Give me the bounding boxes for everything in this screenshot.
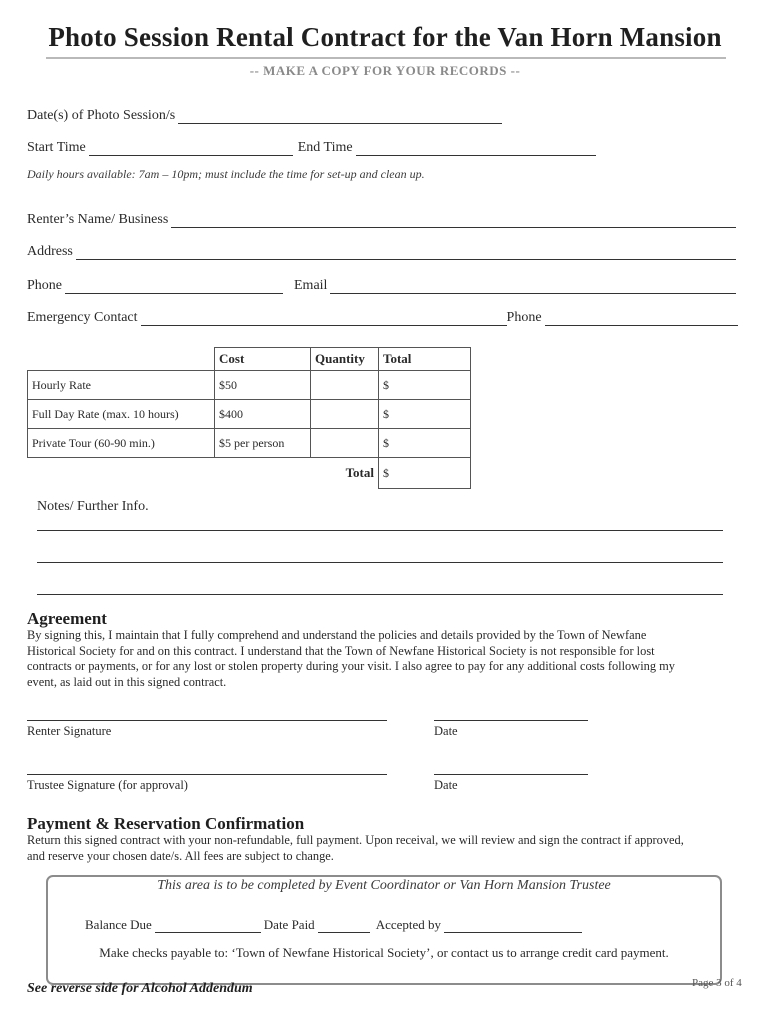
email-field[interactable] (330, 279, 736, 294)
agreement-text (27, 628, 757, 691)
date-paid-label: Date Paid (263, 917, 315, 932)
trustee-date-label: Date (434, 778, 458, 792)
rates-total-row (28, 458, 471, 489)
rate-quantity-cell[interactable] (311, 429, 379, 458)
start-time-label: Start Time (27, 140, 86, 155)
start-time-field[interactable] (89, 141, 293, 156)
phone-label: Phone (27, 278, 62, 293)
notes-line[interactable] (37, 594, 723, 595)
emergency-contact-field[interactable] (141, 311, 507, 326)
rates-table-header (28, 348, 471, 371)
hours-note: Daily hours available: 7am – 10pm; must include the time for set-up and clean up. (27, 167, 425, 181)
session-dates-label: Date(s) of Photo Session/s (27, 108, 176, 123)
renter-name-label: Renter’s Name/ Business (27, 212, 169, 227)
agreement-line: event, as laid out in this signed contract. (27, 675, 227, 690)
emergency-phone-field[interactable] (545, 311, 738, 326)
table-row (28, 400, 471, 429)
notes-label: Notes/ Further Info. (37, 499, 149, 514)
page-title: Photo Session Rental Contract for the Van Horn Mansion (48, 22, 722, 52)
accepted-by-label: Accepted by (375, 917, 442, 932)
rate-item: Private Tour (60-90 min.) (28, 429, 215, 458)
renter-name-field[interactable] (171, 213, 736, 228)
renter-signature-label: Renter Signature (27, 724, 112, 738)
payment-text (27, 833, 757, 864)
emergency-phone-label: Phone (506, 310, 542, 325)
rates-header-cost: Cost (215, 348, 311, 371)
trustee-signature-label: Trustee Signature (for approval) (27, 778, 188, 792)
coordinator-fields-row (85, 917, 585, 933)
coordinator-box (46, 875, 722, 985)
alcohol-addendum-note: See reverse side for Alcohol Addendum (27, 981, 253, 996)
rate-cost: $400 (215, 400, 311, 429)
rate-quantity-cell[interactable] (311, 371, 379, 400)
rate-total-cell[interactable]: $ (379, 400, 471, 429)
accepted-by-field[interactable] (444, 919, 582, 933)
address-field[interactable] (76, 245, 736, 260)
page-subtitle: -- MAKE A COPY FOR YOUR RECORDS -- (249, 63, 521, 78)
trustee-date-line[interactable] (434, 774, 588, 775)
email-label: Email (294, 278, 328, 293)
rate-cost: $50 (215, 371, 311, 400)
session-dates-row (27, 108, 527, 124)
rate-quantity-cell[interactable] (311, 400, 379, 429)
rates-header-total: Total (379, 348, 471, 371)
rate-item: Hourly Rate (28, 371, 215, 400)
session-times-row (27, 140, 617, 156)
page-number: Page 3 of 4 (692, 977, 742, 989)
rate-total-cell[interactable]: $ (379, 429, 471, 458)
phone-email-row (27, 278, 739, 294)
end-time-label: End Time (297, 140, 353, 155)
agreement-line: contracts or payments, or for any lost or stolen property during your visit. I also agree to pay for any additional costs following my (27, 659, 675, 674)
notes-line[interactable] (37, 562, 723, 563)
rates-total-label: Total (345, 465, 374, 481)
payment-line: Return this signed contract with your non-refundable, full payment. Upon receival, we will review and sign the contract if approved, (27, 833, 684, 847)
payment-heading: Payment & Reservation Confirmation (27, 814, 305, 833)
rate-cost: $5 per person (215, 429, 311, 458)
rates-header-item (28, 348, 215, 371)
trustee-signature-line[interactable] (27, 774, 387, 775)
renter-name-row (27, 212, 739, 228)
rate-item: Full Day Rate (max. 10 hours) (28, 400, 215, 429)
renter-date-label: Date (434, 724, 458, 738)
rate-total-cell[interactable]: $ (379, 371, 471, 400)
notes-line[interactable] (37, 530, 723, 531)
balance-due-label: Balance Due (85, 917, 152, 932)
table-row (28, 371, 471, 400)
phone-field[interactable] (65, 279, 283, 294)
session-dates-field[interactable] (178, 109, 502, 124)
date-paid-field[interactable] (318, 919, 370, 933)
address-label: Address (27, 244, 73, 259)
renter-date-line[interactable] (434, 720, 588, 721)
table-row (28, 429, 471, 458)
coordinator-box-title: This area is to be completed by Event Coordinator or Van Horn Mansion Trustee (157, 878, 611, 893)
agreement-heading: Agreement (27, 609, 107, 628)
title-divider (46, 57, 726, 59)
emergency-contact-row (27, 310, 741, 326)
end-time-field[interactable] (356, 141, 596, 156)
emergency-contact-label: Emergency Contact (27, 310, 138, 325)
balance-due-field[interactable] (155, 919, 261, 933)
agreement-line: By signing this, I maintain that I fully comprehend and understand the policies and details provided by the Town of Newfane (27, 628, 647, 642)
rates-header-quantity: Quantity (311, 348, 379, 371)
address-row (27, 244, 739, 260)
agreement-line: Historical Society for and on this contract. I understand that the Town of Newfane Historical Society is not responsible for lost (27, 643, 655, 658)
rates-table (27, 347, 471, 489)
renter-signature-line[interactable] (27, 720, 387, 721)
payment-line: and reserve your chosen date/s. All fees are subject to change. (27, 848, 334, 863)
checks-note: Make checks payable to: ‘Town of Newfane Historical Society’, or contact us to arrange credit card payment. (99, 945, 669, 960)
rates-grand-total-cell[interactable]: $ (379, 458, 471, 489)
